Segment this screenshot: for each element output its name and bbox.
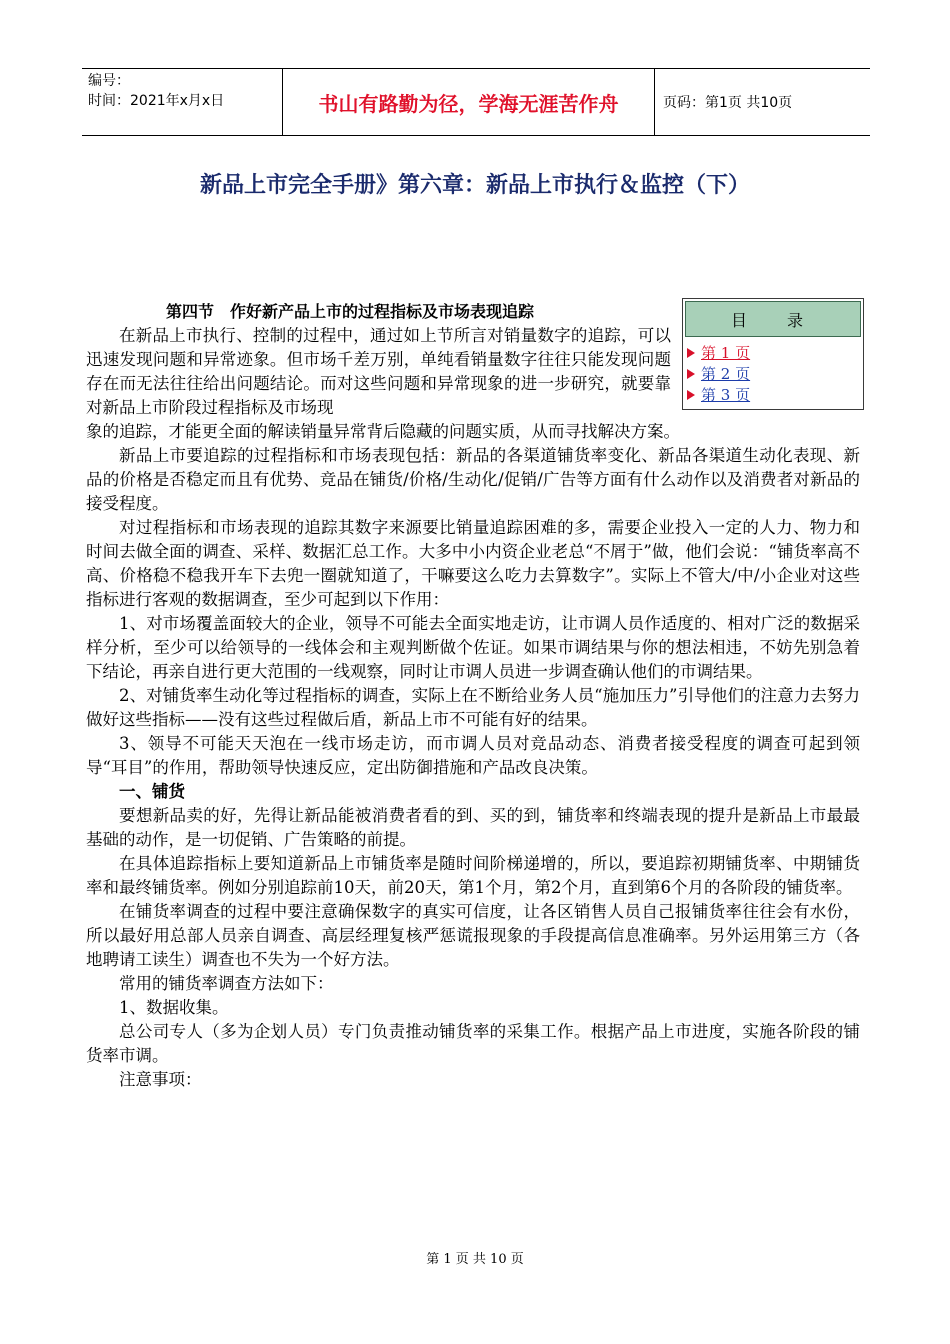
subsection-heading: 一、铺货: [119, 782, 185, 801]
paragraph: 1、对市场覆盖面较大的企业，领导不可能去全面实地走访，让市调人员作适度的、相对广泛的数据采样分析，至少可以给领导的一线体会和主观判断做个佐证。如果市调结果与你的想法相违，不妨先别急着下结论，再亲自进行更大范围的一线观察，同时让市调人员进一步调查确认他们的市调结果。: [86, 614, 860, 681]
paragraph: 1、数据收集。: [119, 998, 229, 1017]
paragraph: 总公司专人（多为企划人员）专门负责推动铺货率的采集工作。根据产品上市进度，实施各阶段的铺货率市调。: [86, 1022, 860, 1065]
toc-heading: 目 录: [685, 301, 861, 337]
header-number-label: 编号：: [88, 73, 130, 89]
header-motto: 书山有路勤为径，学海无涯苦作舟: [283, 69, 655, 135]
page-header: [82, 68, 870, 136]
header-time-label: 时间：2021年x月x日: [88, 93, 225, 109]
paragraph: 新品上市要追踪的过程指标和市场表现包括：新品的各渠道铺货率变化、新品各渠道生动化表现、新品的价格是否稳定而且有优势、竞品在铺货/价格/生动化/促销/广告等方面有什么动作以及消费者对新品的接受程度。: [86, 446, 860, 513]
paragraph: 对过程指标和市场表现的追踪其数字来源要比销量追踪困难的多，需要企业投入一定的人力、物力和时间去做全面的调查、采样、数据汇总工作。大多中小内资企业老总“不屑于”做，他们会说：“铺货率高不高、价格稳不稳我开车下去兜一圈就知道了，干嘛要这么吃力去算数字”。实际上不管大/中/小企业对这些指标进行客观的数据调查，至少可起到以下作用：: [86, 518, 860, 609]
header-page-info: 页码：第1页 共10页: [663, 95, 793, 111]
paragraph: 2、对铺货率生动化等过程指标的调查，实际上在不断给业务人员“施加压力”引导他们的注意力去努力做好这些指标——没有这些过程做后盾，新品上市不可能有好的结果。: [86, 686, 860, 729]
main-content: [86, 300, 860, 1092]
paragraph: 在铺货率调查的过程中要注意确保数字的真实可信度，让各区销售人员自己报铺货率往往会有水份，所以最好用总部人员亲自调查、高层经理复核严惩谎报现象的手段提高信息准确率。另外运用第三方（各地聘请工读生）调查也不失为一个好方法。: [86, 902, 860, 969]
section-title: 第四节 作好新产品上市的过程指标及市场表现追踪: [166, 302, 535, 321]
document-title: 新品上市完全手册》第六章：新品上市执行＆监控（下）: [199, 173, 750, 198]
paragraph: 在具体追踪指标上要知道新品上市铺货率是随时间阶梯递增的，所以，要追踪初期铺货率、中期铺货率和最终铺货率。例如分别追踪前10天，前20天，第1个月，第2个月，直到第6个月的各阶段的铺货率。: [86, 854, 860, 897]
paragraph: 注意事项：: [119, 1070, 202, 1089]
toc-link-1[interactable]: 第 1 页: [701, 344, 751, 362]
paragraph: 常用的铺货率调查方法如下：: [119, 974, 334, 993]
page-footer: 第 1 页 共 10 页: [426, 1252, 524, 1267]
paragraph: 要想新品卖的好，先得让新品能被消费者看的到、买的到，铺货率和终端表现的提升是新品上市最最基础的动作，是一切促销、广告策略的前提。: [86, 806, 860, 849]
toc-link-2[interactable]: 第 2 页: [701, 365, 751, 383]
toc-link-3[interactable]: 第 3 页: [701, 386, 751, 404]
paragraph: 在新品上市执行、控制的过程中，通过如上节所言对销量数字的追踪，可以迅速发现问题和异常迹象。但市场千差万别，单纯看销量数字往往只能发现问题存在而无法往往给出问题结论。而对这些问题和异常现象的进一步研究，就要靠对新品上市阶段过程指标及市场现: [86, 326, 671, 417]
header-meta: [82, 69, 283, 135]
paragraph: 象的追踪，才能更全面的解读销量异常背后隐藏的问题实质，从而寻找解决方案。: [86, 422, 680, 441]
paragraph: 3、领导不可能天天泡在一线市场走访，而市调人员对竞品动态、消费者接受程度的调查可起到领导“耳目”的作用，帮助领导快速反应，定出防御措施和产品改良决策。: [86, 734, 860, 777]
